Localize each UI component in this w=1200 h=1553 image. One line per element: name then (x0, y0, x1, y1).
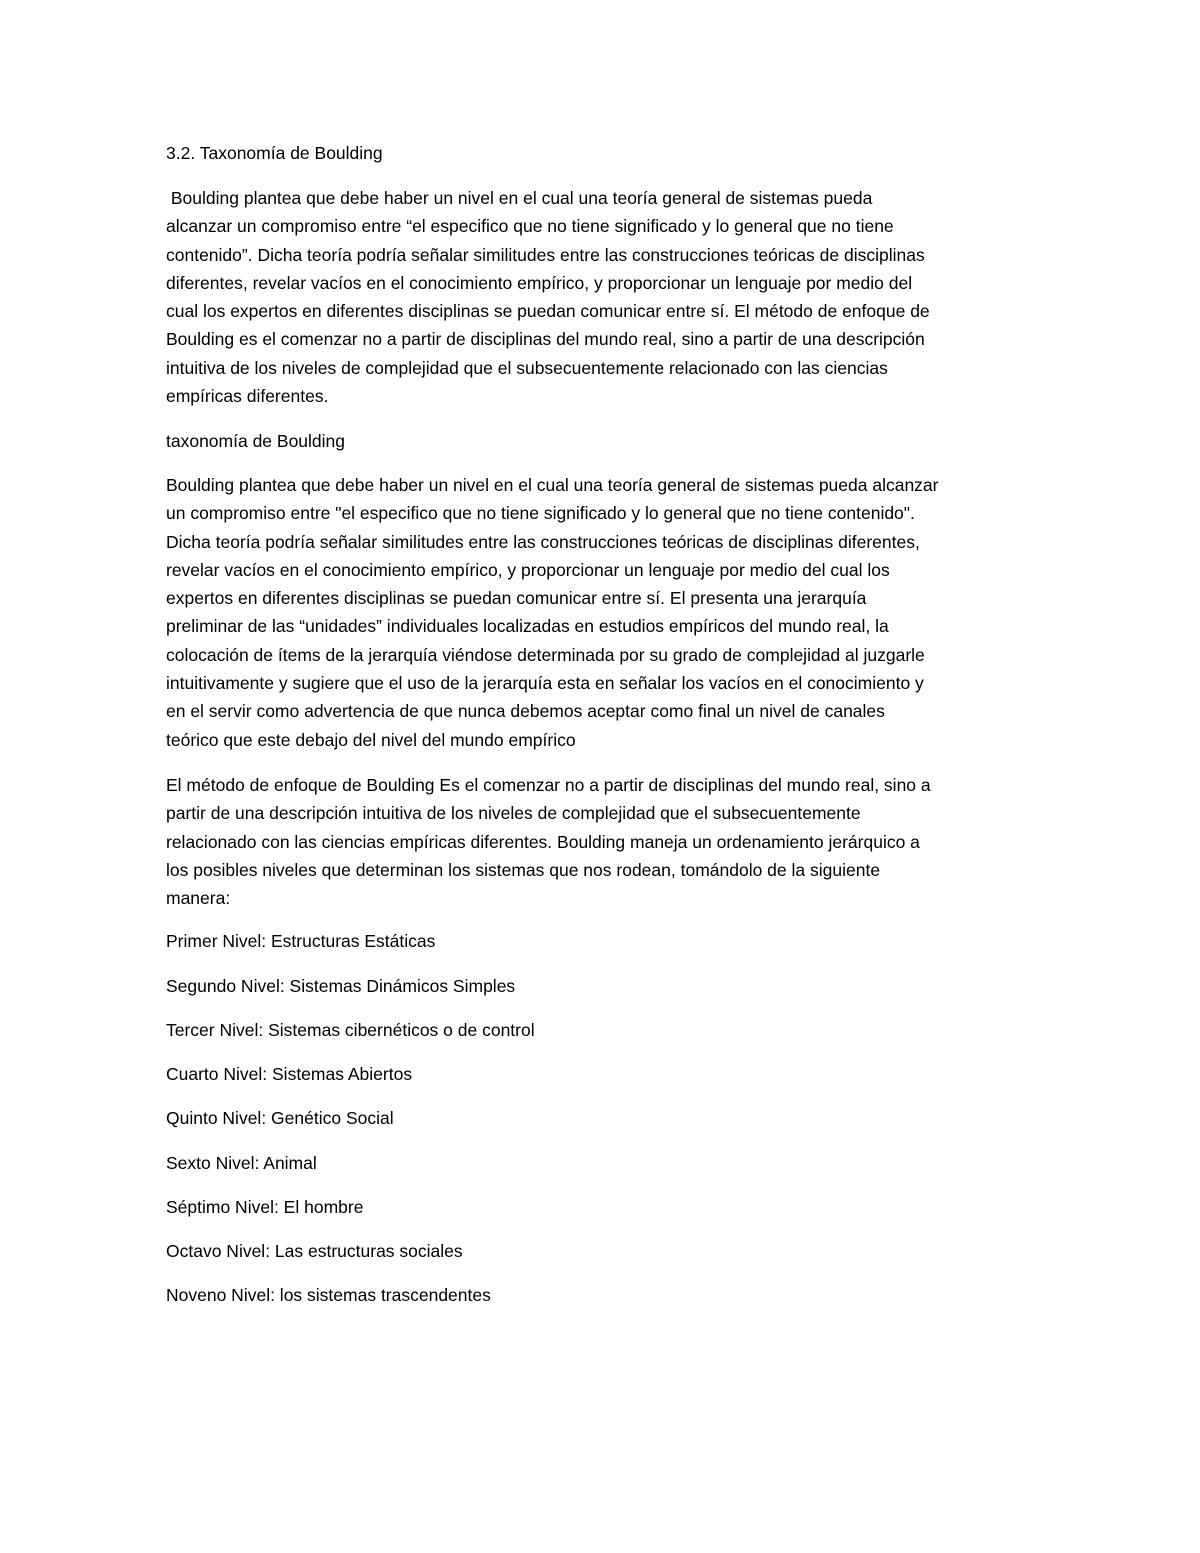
section-heading: 3.2. Taxonomía de Boulding (166, 143, 383, 163)
paragraph-line: Dicha teoría podría señalar similitudes entre las construcciones teóricas de disciplinas diferentes, (166, 531, 920, 552)
level-item: Noveno Nivel: los sistemas trascendentes (166, 1285, 491, 1305)
paragraph-line: un compromiso entre "el especifico que no tiene significado y lo general que no tiene contenido". (166, 503, 915, 524)
paragraph-line: preliminar de las “unidades” individuales localizadas en estudios empíricos del mundo real, la (166, 616, 889, 637)
paragraph-line: Boulding plantea que debe haber un nivel en el cual una teoría general de sistemas pueda alcanzar (166, 475, 939, 495)
paragraph-method (166, 771, 1036, 912)
level-item: Sexto Nivel: Animal (166, 1153, 317, 1173)
paragraph-line: revelar vacíos en el conocimiento empírico, y proporcionar un lenguaje por medio del cual los (166, 559, 890, 580)
paragraph-line: intuitiva de los niveles de complejidad que el subsecuentemente relacionado con las ciencias (166, 357, 888, 378)
paragraph-line: expertos en diferentes disciplinas se puedan comunicar entre sí. El presenta una jerarquía (166, 588, 867, 609)
paragraph-line: Boulding es el comenzar no a partir de disciplinas del mundo real, sino a partir de una descripción (166, 329, 925, 350)
paragraph-line: Boulding plantea que debe haber un nivel en el cual una teoría general de sistemas pueda (166, 188, 873, 208)
paragraph-line: colocación de ítems de la jerarquía viéndose determinada por su grado de complejidad al juzgarle (166, 644, 925, 665)
level-item: Cuarto Nivel: Sistemas Abiertos (166, 1064, 413, 1084)
paragraph-line: contenido”. Dicha teoría podría señalar similitudes entre las construcciones teóricas de disciplinas (166, 244, 925, 265)
level-item: Quinto Nivel: Genético Social (166, 1108, 394, 1128)
paragraph-line: en el servir como advertencia de que nunca debemos aceptar como final un nivel de canales (166, 701, 885, 722)
level-item: Séptimo Nivel: El hombre (166, 1197, 364, 1217)
level-item: Segundo Nivel: Sistemas Dinámicos Simples (166, 976, 516, 996)
level-item: Primer Nivel: Estructuras Estáticas (166, 931, 436, 951)
paragraph-line: intuitivamente y sugiere que el uso de la jerarquía esta en señalar los vacíos en el conocimiento y (166, 673, 924, 694)
paragraph-taxonomy (166, 471, 1036, 754)
paragraph-line: diferentes, revelar vacíos en el conocimiento empírico, y proporcionar un lenguaje por medio del (166, 272, 913, 293)
paragraph-line: teórico que este debajo del nivel del mundo empírico (166, 729, 576, 750)
paragraph-line: relacionado con las ciencias empíricas diferentes. Boulding maneja un ordenamiento jerárquico a (166, 831, 920, 852)
paragraph-intro (166, 184, 1036, 410)
paragraph-line: El método de enfoque de Boulding Es el comenzar no a partir de disciplinas del mundo real, sino a (166, 775, 931, 795)
level-item: Tercer Nivel: Sistemas cibernéticos o de control (166, 1020, 535, 1040)
paragraph-line: cual los expertos en diferentes disciplinas se puedan comunicar entre sí. El método de enfoque de (166, 301, 930, 322)
level-item: Octavo Nivel: Las estructuras sociales (166, 1241, 463, 1261)
paragraph-line: los posibles niveles que determinan los sistemas que nos rodean, tomándolo de la siguiente (166, 859, 881, 880)
paragraph-line: manera: (166, 888, 231, 909)
paragraph-line: partir de una descripción intuitiva de los niveles de complejidad que el subsecuentemente (166, 803, 861, 824)
paragraph-line: alcanzar un compromiso entre “el especifico que no tiene significado y lo general que no tiene (166, 216, 894, 237)
subheading: taxonomía de Boulding (166, 431, 346, 451)
paragraph-line: empíricas diferentes. (166, 386, 329, 407)
